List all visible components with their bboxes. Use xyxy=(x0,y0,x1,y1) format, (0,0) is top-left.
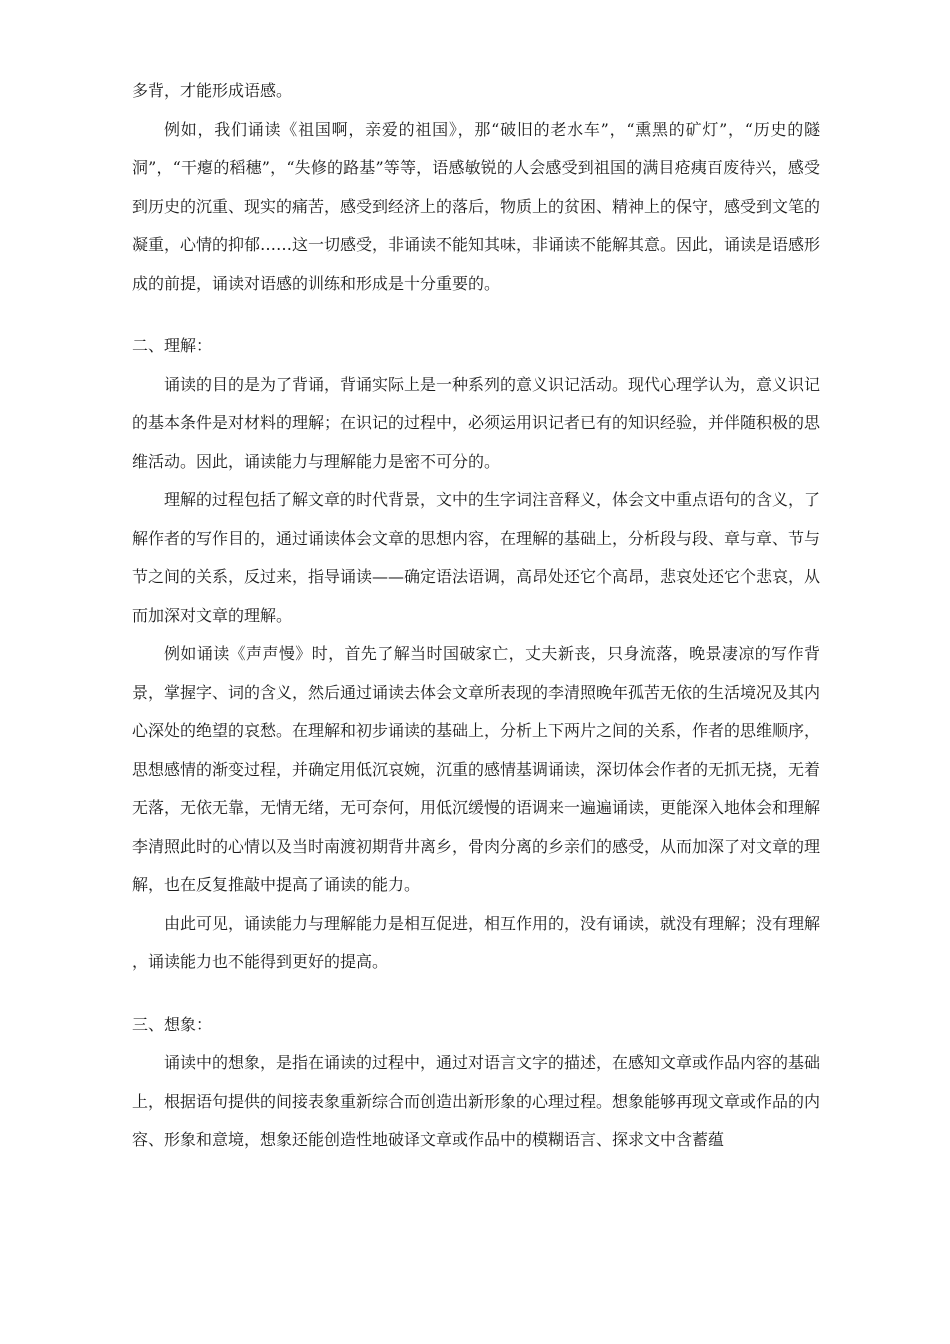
paragraph-example-motherland: 例如，我们诵读《祖国啊，亲爱的祖国》，那“破旧的老水车”，“熏黑的矿灯”，“历史的隧洞”，“干瘪的稻穗”，“失修的路基”等等，语感敏锐的人会感受到祖国的满目疮痍百废待兴，感受到历史的沉重、现实的痛苦，感受到经济上的落后，物质上的贫困、精神上的保守，感受到文笔的凝重，心情的抑郁……这一切感受，非诵读不能知其味，非诵读不能解其意。因此，诵读是语感形成的前提，诵读对语感的训练和形成是十分重要的。 xyxy=(132,119,821,293)
paragraph-example-shengshengman: 例如诵读《声声慢》时，首先了解当时国破家亡，丈夫新丧，只身流落，晚景凄凉的写作背景，掌握字、词的含义，然后通过诵读去体会文章所表现的李清照晚年孤苦无依的生活境况及其内心深处的绝望的哀愁。在理解和初步诵读的基础上，分析上下两片之间的关系，作者的思维顺序，思想感情的渐变过程，并确定用低沉哀婉，沉重的感情基调诵读，深切体会作者的无抓无挠，无着无落，无依无靠，无情无绪，无可奈何，用低沉缓慢的语调来一遍遍诵读，更能深入地体会和理解李清照此时的心情以及当时南渡初期背井离乡，骨肉分离的乡亲们的感受，从而加深了对文章的理解，也在反复推敲中提高了诵读的能力。 xyxy=(132,644,821,894)
section-heading-imagination: 三、想象： xyxy=(132,1014,213,1034)
paragraph-purpose-of-reading: 诵读的目的是为了背诵，背诵实际上是一种系列的意义识记活动。现代心理学认为，意义识记的基本条件是对材料的理解；在识记的过程中，必须运用识记者已有的知识经验，并伴随积极的思维活动。因此，诵读能力与理解能力是密不可分的。 xyxy=(132,374,821,471)
paragraph-process-of-understanding: 理解的过程包括了解文章的时代背景，文中的生字词注音释义，体会文中重点语句的含义，了解作者的写作目的，通过诵读体会文章的思想内容，在理解的基础上，分析段与段、章与章、节与节之间的关系，反过来，指导诵读——确定语法语调，高昂处还它个高昂，悲哀处还它个悲哀，从而加深对文章的理解。 xyxy=(132,490,821,625)
paragraph-conclusion-understanding: 由此可见，诵读能力与理解能力是相互促进，相互作用的，没有诵读，就没有理解；没有理解 ，诵读能力也不能得到更好的提高。 xyxy=(132,913,821,971)
section-spacer xyxy=(132,982,820,1006)
section-heading-understanding: 二、理解： xyxy=(132,336,213,355)
paragraph-imagination-definition: 诵读中的想象，是指在诵读的过程中，通过对语言文字的描述，在感知文章或作品内容的基础上，根据语句提供的间接表象重新综合而创造出新形象的心理过程。想象能够再现文章或作品的内容、形象和意境，想象还能创造性地破译文章或作品中的模糊语言、探求文中含蓄蕴 xyxy=(132,1053,821,1149)
paragraph-continuation: 多背，才能形成语感。 xyxy=(132,81,293,100)
section-spacer xyxy=(132,303,820,327)
document-page xyxy=(132,72,820,1160)
